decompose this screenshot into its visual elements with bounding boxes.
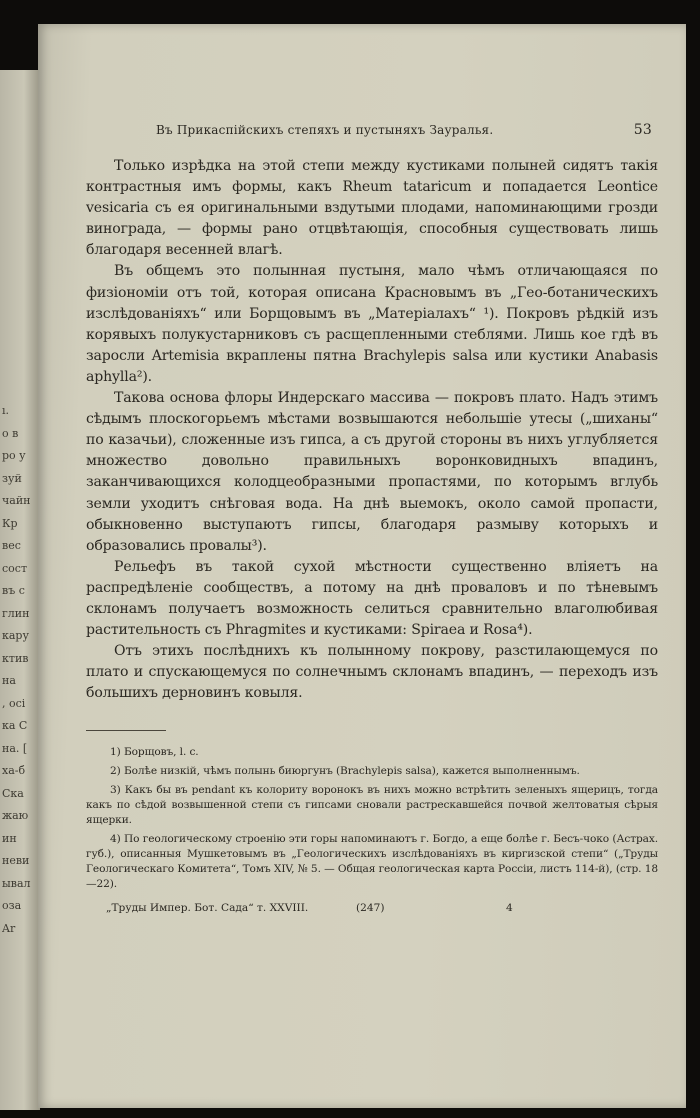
paragraph: Отъ этихъ послѣднихъ къ полынному покрову, разстилающемуся по плато и спускающемуся по солнечнымъ склонамъ впадинъ, — переходъ изъ большихъ дерновинъ ковыля. xyxy=(86,643,658,702)
paragraph: Такова основа флоры Индерскаго массива — покровъ плато. Надъ этимъ сѣдымъ плоскогорьемъ мѣстами возвышаются небольшіе утесы („шиханы“ по казачьи), сложенные изъ гипса, а съ другой стороны въ нихъ углубляется множество довольно правильныхъ воронковидныхъ впадинъ, заканчивающихся колодцеобразными пропастями, по которымъ вглубь земли уходитъ снѣговая вода. На днѣ выемокъ, около самой пропасти, обыкновенно выступаютъ гипсы, благодаря размыву которыхъ и образовались провалы³). xyxy=(86,390,658,554)
book-page xyxy=(38,24,686,1108)
left-fragment: неви xyxy=(2,854,30,867)
left-fragment: ктив xyxy=(2,651,29,665)
left-fragment: , осі xyxy=(2,696,26,710)
left-fragment: ха-б xyxy=(2,764,26,777)
left-fragment: ин xyxy=(2,831,17,845)
body-text xyxy=(86,156,658,704)
footnote-rule xyxy=(86,730,166,731)
left-fragment: ывал xyxy=(2,876,31,890)
footer-signature: 4 xyxy=(506,902,513,915)
left-fragment: на xyxy=(2,674,16,687)
left-fragment: Кр xyxy=(2,516,18,530)
footnote: 2) Болѣе низкій, чѣмъ полынь биюргунъ (Brachylepis salsa), кажется выполненнымъ. xyxy=(110,765,580,778)
footer-sequence: (247) xyxy=(356,902,385,915)
page-footer xyxy=(86,902,658,914)
left-fragment: Ска xyxy=(2,786,24,800)
left-fragment: на. [ xyxy=(2,741,28,755)
footnote: 3) Какъ бы въ pendant къ колориту воронокъ въ нихъ можно встрѣтить зеленыхъ ящерицъ, тогда какъ по сѣдой возвышенной степи съ гипсами сновали растрескавшейся почвой желтоватыя сѣрыя ящерки. xyxy=(86,784,658,827)
left-page-text xyxy=(2,400,40,940)
left-fragment: чайн xyxy=(2,494,31,507)
left-fragment: о в xyxy=(2,426,19,440)
running-head-title: Въ Прикаспійскихъ степяхъ и пустыняхъ Зауралья. xyxy=(156,123,494,137)
paragraph: Только изрѣдка на этой степи между кустиками полыней сидятъ такія контрастныя имъ формы, какъ Rheum tataricum и попадается Leontice vesicaria съ ея оригинальными вздутыми плодами, напоминающими грозди винограда, — формы рано отцвѣтающія, способныя существовать лишь благодаря весенней влагѣ. xyxy=(86,158,658,259)
page-number: 53 xyxy=(633,122,652,138)
paragraph: Въ общемъ это полынная пустыня, мало чѣмъ отличающаяся по физіономіи отъ той, которая описана Красновымъ въ „Гео-ботаническихъ изслѣдованіяхъ“ или Борщовымъ въ „Матеріалахъ“ ¹). Покровъ рѣдкій изъ корявыхъ полукустарниковъ съ расщепленными стеблями. Лишь кое гдѣ въ заросли Artemisia вкраплены пятна Brachylepis salsa или кустики Anabasis aphylla²). xyxy=(86,263,658,385)
left-fragment: жаю xyxy=(2,809,29,822)
footer-journal: „Труды Импер. Бот. Сада“ т. XXVIII. xyxy=(106,902,309,915)
footnote: 4) По геологическому строенію эти горы напоминаютъ г. Богдо, а еще болѣе г. Бесъ-чоко (Астрах. губ.), описанныя Мушкетовымъ въ „Геологическихъ изслѣдованіяхъ въ киргизской степи“ („Труды Геологическаго Комитета“, Томъ XIV, № 5. — Общая геологическая карта Россіи, листъ 114-й), (стр. 18—22). xyxy=(86,833,658,891)
running-head xyxy=(156,122,658,138)
left-fragment: оза xyxy=(2,899,22,912)
left-fragment: кару xyxy=(2,629,29,642)
left-page-edge xyxy=(0,70,40,1110)
left-fragment: въ с xyxy=(2,584,25,597)
left-fragment: сост xyxy=(2,561,28,575)
left-fragment: ı. xyxy=(2,404,10,417)
left-fragment: Ar xyxy=(2,921,16,935)
left-fragment: ро у xyxy=(2,449,26,462)
left-fragment: ка С xyxy=(2,719,28,732)
footnotes xyxy=(86,745,658,892)
paragraph: Рельефъ въ такой сухой мѣстности существенно вліяетъ на распредѣленіе сообществъ, а потому на днѣ проваловъ и по тѣневымъ склонамъ получаетъ возможность селиться сравнительно влаголюбивая растительность съ Phragmites и кустиками: Spiraea и Rosa⁴). xyxy=(86,558,658,639)
footnote: 1) Борщовъ, l. c. xyxy=(110,746,199,759)
left-fragment: зуй xyxy=(2,471,22,485)
left-fragment: вес xyxy=(2,539,21,552)
page-content xyxy=(86,122,658,914)
left-fragment: глин xyxy=(2,606,30,620)
